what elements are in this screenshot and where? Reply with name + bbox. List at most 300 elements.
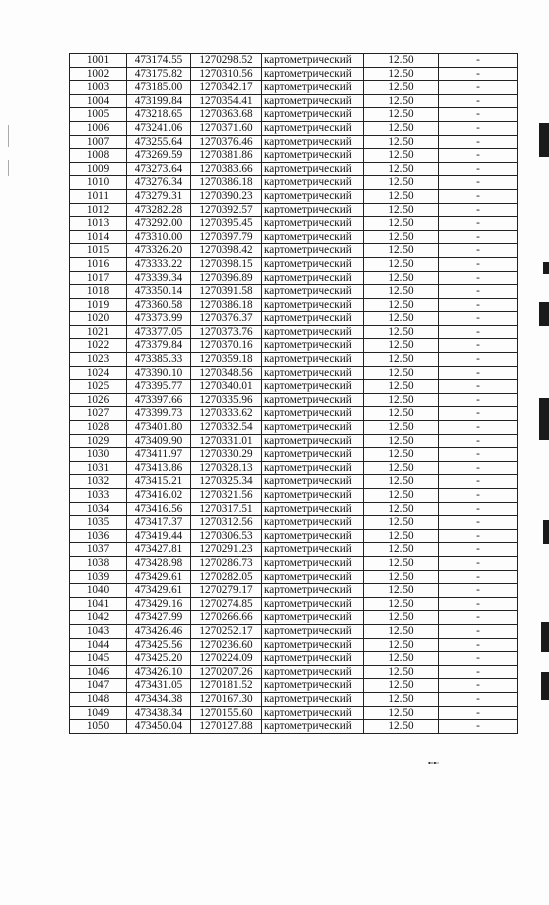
scan-mark [541, 622, 549, 652]
x-coordinate-cell: 473431.05 [127, 679, 191, 693]
point-number-cell: 1046 [70, 665, 127, 679]
x-coordinate-cell: 473416.56 [127, 502, 191, 516]
scan-mark [539, 302, 549, 326]
point-number-cell: 1042 [70, 611, 127, 625]
method-cell: картометрический [262, 271, 364, 285]
x-coordinate-cell: 473411.97 [127, 448, 191, 462]
note-cell: - [439, 339, 518, 353]
y-coordinate-cell: 1270236.60 [191, 638, 262, 652]
x-coordinate-cell: 473409.90 [127, 434, 191, 448]
point-number-cell: 1001 [70, 54, 127, 68]
y-coordinate-cell: 1270359.18 [191, 353, 262, 367]
table-row [70, 81, 518, 95]
scan-speck [8, 125, 9, 147]
point-number-cell: 1032 [70, 475, 127, 489]
table-row [70, 244, 518, 258]
y-coordinate-cell: 1270376.37 [191, 312, 262, 326]
x-coordinate-cell: 473395.77 [127, 380, 191, 394]
note-cell: - [439, 54, 518, 68]
note-cell: - [439, 285, 518, 299]
y-coordinate-cell: 1270306.53 [191, 529, 262, 543]
y-coordinate-cell: 1270325.34 [191, 475, 262, 489]
note-cell: - [439, 121, 518, 135]
point-number-cell: 1027 [70, 407, 127, 421]
note-cell: - [439, 94, 518, 108]
method-cell: картометрический [262, 380, 364, 394]
table-row [70, 679, 518, 693]
accuracy-cell: 12.50 [364, 271, 439, 285]
table-row [70, 176, 518, 190]
y-coordinate-cell: 1270331.01 [191, 434, 262, 448]
y-coordinate-cell: 1270373.76 [191, 325, 262, 339]
accuracy-cell: 12.50 [364, 366, 439, 380]
method-cell: картометрический [262, 421, 364, 435]
y-coordinate-cell: 1270354.41 [191, 94, 262, 108]
point-number-cell: 1011 [70, 189, 127, 203]
method-cell: картометрический [262, 285, 364, 299]
point-number-cell: 1009 [70, 162, 127, 176]
point-number-cell: 1034 [70, 502, 127, 516]
x-coordinate-cell: 473438.34 [127, 706, 191, 720]
accuracy-cell: 12.50 [364, 393, 439, 407]
accuracy-cell: 12.50 [364, 611, 439, 625]
x-coordinate-cell: 473427.99 [127, 611, 191, 625]
accuracy-cell: 12.50 [364, 516, 439, 530]
method-cell: картометрический [262, 692, 364, 706]
x-coordinate-cell: 473373.99 [127, 312, 191, 326]
method-cell: картометрический [262, 189, 364, 203]
accuracy-cell: 12.50 [364, 94, 439, 108]
y-coordinate-cell: 1270348.56 [191, 366, 262, 380]
point-number-cell: 1023 [70, 353, 127, 367]
y-coordinate-cell: 1270298.52 [191, 54, 262, 68]
scan-mark [543, 262, 549, 274]
method-cell: картометрический [262, 325, 364, 339]
x-coordinate-cell: 473401.80 [127, 421, 191, 435]
x-coordinate-cell: 473199.84 [127, 94, 191, 108]
table-row [70, 665, 518, 679]
accuracy-cell: 12.50 [364, 584, 439, 598]
x-coordinate-cell: 473360.58 [127, 298, 191, 312]
point-number-cell: 1047 [70, 679, 127, 693]
y-coordinate-cell: 1270363.68 [191, 108, 262, 122]
method-cell: картометрический [262, 149, 364, 163]
method-cell: картометрический [262, 679, 364, 693]
note-cell: - [439, 203, 518, 217]
table-row [70, 230, 518, 244]
method-cell: картометрический [262, 393, 364, 407]
note-cell: - [439, 257, 518, 271]
point-number-cell: 1026 [70, 393, 127, 407]
point-number-cell: 1006 [70, 121, 127, 135]
table-row [70, 162, 518, 176]
table-row [70, 257, 518, 271]
point-number-cell: 1048 [70, 692, 127, 706]
x-coordinate-cell: 473282.28 [127, 203, 191, 217]
method-cell: картометрический [262, 475, 364, 489]
note-cell: - [439, 448, 518, 462]
y-coordinate-cell: 1270396.89 [191, 271, 262, 285]
table-row [70, 421, 518, 435]
y-coordinate-cell: 1270317.51 [191, 502, 262, 516]
table-row [70, 121, 518, 135]
method-cell: картометрический [262, 461, 364, 475]
x-coordinate-cell: 473310.00 [127, 230, 191, 244]
method-cell: картометрический [262, 257, 364, 271]
point-number-cell: 1028 [70, 421, 127, 435]
y-coordinate-cell: 1270274.85 [191, 597, 262, 611]
accuracy-cell: 12.50 [364, 135, 439, 149]
method-cell: картометрический [262, 217, 364, 231]
x-coordinate-cell: 473185.00 [127, 81, 191, 95]
accuracy-cell: 12.50 [364, 502, 439, 516]
scan-mark [543, 520, 549, 544]
method-cell: картометрический [262, 720, 364, 734]
accuracy-cell: 12.50 [364, 407, 439, 421]
y-coordinate-cell: 1270155.60 [191, 706, 262, 720]
x-coordinate-cell: 473379.84 [127, 339, 191, 353]
point-number-cell: 1040 [70, 584, 127, 598]
table-row [70, 434, 518, 448]
note-cell: - [439, 679, 518, 693]
accuracy-cell: 12.50 [364, 652, 439, 666]
method-cell: картометрический [262, 176, 364, 190]
y-coordinate-cell: 1270252.17 [191, 624, 262, 638]
note-cell: - [439, 434, 518, 448]
accuracy-cell: 12.50 [364, 67, 439, 81]
note-cell: - [439, 135, 518, 149]
note-cell: - [439, 665, 518, 679]
point-number-cell: 1045 [70, 652, 127, 666]
accuracy-cell: 12.50 [364, 448, 439, 462]
x-coordinate-cell: 473427.81 [127, 543, 191, 557]
method-cell: картометрический [262, 434, 364, 448]
point-number-cell: 1004 [70, 94, 127, 108]
x-coordinate-cell: 473416.02 [127, 489, 191, 503]
y-coordinate-cell: 1270286.73 [191, 556, 262, 570]
y-coordinate-cell: 1270398.15 [191, 257, 262, 271]
table-row [70, 502, 518, 516]
accuracy-cell: 12.50 [364, 312, 439, 326]
note-cell: - [439, 475, 518, 489]
x-coordinate-cell: 473426.46 [127, 624, 191, 638]
y-coordinate-cell: 1270335.96 [191, 393, 262, 407]
y-coordinate-cell: 1270127.88 [191, 720, 262, 734]
accuracy-cell: 12.50 [364, 217, 439, 231]
x-coordinate-cell: 473377.05 [127, 325, 191, 339]
note-cell: - [439, 312, 518, 326]
point-number-cell: 1013 [70, 217, 127, 231]
x-coordinate-cell: 473276.34 [127, 176, 191, 190]
accuracy-cell: 12.50 [364, 475, 439, 489]
method-cell: картометрический [262, 502, 364, 516]
note-cell: - [439, 108, 518, 122]
y-coordinate-cell: 1270383.66 [191, 162, 262, 176]
note-cell: - [439, 407, 518, 421]
note-cell: - [439, 556, 518, 570]
table-row [70, 353, 518, 367]
note-cell: - [439, 529, 518, 543]
table-row [70, 217, 518, 231]
note-cell: - [439, 624, 518, 638]
method-cell: картометрический [262, 570, 364, 584]
y-coordinate-cell: 1270332.54 [191, 421, 262, 435]
method-cell: картометрический [262, 67, 364, 81]
table-row [70, 407, 518, 421]
point-number-cell: 1014 [70, 230, 127, 244]
y-coordinate-cell: 1270291.23 [191, 543, 262, 557]
method-cell: картометрический [262, 230, 364, 244]
accuracy-cell: 12.50 [364, 339, 439, 353]
note-cell: - [439, 325, 518, 339]
table-row [70, 448, 518, 462]
point-number-cell: 1012 [70, 203, 127, 217]
note-cell: - [439, 271, 518, 285]
y-coordinate-cell: 1270342.17 [191, 81, 262, 95]
table-row [70, 366, 518, 380]
accuracy-cell: 12.50 [364, 176, 439, 190]
accuracy-cell: 12.50 [364, 597, 439, 611]
y-coordinate-cell: 1270397.79 [191, 230, 262, 244]
y-coordinate-cell: 1270321.56 [191, 489, 262, 503]
accuracy-cell: 12.50 [364, 149, 439, 163]
note-cell: - [439, 611, 518, 625]
table-row [70, 706, 518, 720]
accuracy-cell: 12.50 [364, 298, 439, 312]
point-number-cell: 1016 [70, 257, 127, 271]
x-coordinate-cell: 473429.61 [127, 570, 191, 584]
point-number-cell: 1050 [70, 720, 127, 734]
table-row [70, 203, 518, 217]
y-coordinate-cell: 1270310.56 [191, 67, 262, 81]
point-number-cell: 1031 [70, 461, 127, 475]
x-coordinate-cell: 473399.73 [127, 407, 191, 421]
method-cell: картометрический [262, 203, 364, 217]
note-cell: - [439, 692, 518, 706]
point-number-cell: 1033 [70, 489, 127, 503]
method-cell: картометрический [262, 652, 364, 666]
coordinates-table-body [70, 54, 518, 734]
y-coordinate-cell: 1270340.01 [191, 380, 262, 394]
table-row [70, 516, 518, 530]
y-coordinate-cell: 1270279.17 [191, 584, 262, 598]
accuracy-cell: 12.50 [364, 489, 439, 503]
x-coordinate-cell: 473333.22 [127, 257, 191, 271]
x-coordinate-cell: 473269.59 [127, 149, 191, 163]
table-row [70, 611, 518, 625]
scan-stamp: ▪▫▪▫ [428, 760, 439, 765]
y-coordinate-cell: 1270224.09 [191, 652, 262, 666]
x-coordinate-cell: 473415.21 [127, 475, 191, 489]
accuracy-cell: 12.50 [364, 257, 439, 271]
accuracy-cell: 12.50 [364, 81, 439, 95]
y-coordinate-cell: 1270266.66 [191, 611, 262, 625]
method-cell: картометрический [262, 121, 364, 135]
table-row [70, 529, 518, 543]
point-number-cell: 1003 [70, 81, 127, 95]
accuracy-cell: 12.50 [364, 325, 439, 339]
table-row [70, 584, 518, 598]
y-coordinate-cell: 1270207.26 [191, 665, 262, 679]
scan-mark [539, 123, 549, 157]
x-coordinate-cell: 473419.44 [127, 529, 191, 543]
x-coordinate-cell: 473279.31 [127, 189, 191, 203]
point-number-cell: 1025 [70, 380, 127, 394]
x-coordinate-cell: 473425.56 [127, 638, 191, 652]
method-cell: картометрический [262, 597, 364, 611]
x-coordinate-cell: 473434.38 [127, 692, 191, 706]
y-coordinate-cell: 1270312.56 [191, 516, 262, 530]
note-cell: - [439, 638, 518, 652]
x-coordinate-cell: 473175.82 [127, 67, 191, 81]
accuracy-cell: 12.50 [364, 162, 439, 176]
method-cell: картометрический [262, 543, 364, 557]
table-row [70, 475, 518, 489]
note-cell: - [439, 652, 518, 666]
table-row [70, 67, 518, 81]
accuracy-cell: 12.50 [364, 353, 439, 367]
table-row [70, 461, 518, 475]
method-cell: картометрический [262, 407, 364, 421]
note-cell: - [439, 149, 518, 163]
table-row [70, 380, 518, 394]
y-coordinate-cell: 1270282.05 [191, 570, 262, 584]
x-coordinate-cell: 473255.64 [127, 135, 191, 149]
accuracy-cell: 12.50 [364, 189, 439, 203]
method-cell: картометрический [262, 54, 364, 68]
accuracy-cell: 12.50 [364, 421, 439, 435]
table-row [70, 393, 518, 407]
method-cell: картометрический [262, 489, 364, 503]
x-coordinate-cell: 473350.14 [127, 285, 191, 299]
y-coordinate-cell: 1270328.13 [191, 461, 262, 475]
x-coordinate-cell: 473428.98 [127, 556, 191, 570]
accuracy-cell: 12.50 [364, 720, 439, 734]
note-cell: - [439, 217, 518, 231]
x-coordinate-cell: 473174.55 [127, 54, 191, 68]
x-coordinate-cell: 473397.66 [127, 393, 191, 407]
x-coordinate-cell: 473429.16 [127, 597, 191, 611]
scan-mark [541, 672, 549, 700]
table-row [70, 339, 518, 353]
y-coordinate-cell: 1270376.46 [191, 135, 262, 149]
x-coordinate-cell: 473429.61 [127, 584, 191, 598]
accuracy-cell: 12.50 [364, 285, 439, 299]
scan-speck [8, 160, 9, 176]
table-row [70, 720, 518, 734]
point-number-cell: 1029 [70, 434, 127, 448]
table-row [70, 54, 518, 68]
method-cell: картометрический [262, 366, 364, 380]
note-cell: - [439, 189, 518, 203]
note-cell: - [439, 67, 518, 81]
point-number-cell: 1043 [70, 624, 127, 638]
note-cell: - [439, 176, 518, 190]
method-cell: картометрический [262, 529, 364, 543]
accuracy-cell: 12.50 [364, 529, 439, 543]
point-number-cell: 1036 [70, 529, 127, 543]
y-coordinate-cell: 1270181.52 [191, 679, 262, 693]
y-coordinate-cell: 1270371.60 [191, 121, 262, 135]
point-number-cell: 1019 [70, 298, 127, 312]
method-cell: картометрический [262, 584, 364, 598]
accuracy-cell: 12.50 [364, 624, 439, 638]
note-cell: - [439, 421, 518, 435]
note-cell: - [439, 380, 518, 394]
method-cell: картометрический [262, 135, 364, 149]
accuracy-cell: 12.50 [364, 556, 439, 570]
point-number-cell: 1018 [70, 285, 127, 299]
point-number-cell: 1005 [70, 108, 127, 122]
note-cell: - [439, 502, 518, 516]
point-number-cell: 1041 [70, 597, 127, 611]
accuracy-cell: 12.50 [364, 380, 439, 394]
x-coordinate-cell: 473339.34 [127, 271, 191, 285]
x-coordinate-cell: 473292.00 [127, 217, 191, 231]
accuracy-cell: 12.50 [364, 54, 439, 68]
note-cell: - [439, 230, 518, 244]
accuracy-cell: 12.50 [364, 461, 439, 475]
x-coordinate-cell: 473273.64 [127, 162, 191, 176]
table-row [70, 312, 518, 326]
x-coordinate-cell: 473417.37 [127, 516, 191, 530]
y-coordinate-cell: 1270398.42 [191, 244, 262, 258]
table-row [70, 489, 518, 503]
y-coordinate-cell: 1270370.16 [191, 339, 262, 353]
point-number-cell: 1015 [70, 244, 127, 258]
note-cell: - [439, 162, 518, 176]
point-number-cell: 1007 [70, 135, 127, 149]
x-coordinate-cell: 473241.06 [127, 121, 191, 135]
table-row [70, 271, 518, 285]
table-row [70, 638, 518, 652]
method-cell: картометрический [262, 298, 364, 312]
table-row [70, 149, 518, 163]
accuracy-cell: 12.50 [364, 679, 439, 693]
note-cell: - [439, 81, 518, 95]
accuracy-cell: 12.50 [364, 692, 439, 706]
y-coordinate-cell: 1270392.57 [191, 203, 262, 217]
table-row [70, 135, 518, 149]
method-cell: картометрический [262, 611, 364, 625]
accuracy-cell: 12.50 [364, 706, 439, 720]
y-coordinate-cell: 1270381.86 [191, 149, 262, 163]
method-cell: картометрический [262, 556, 364, 570]
table-row [70, 570, 518, 584]
y-coordinate-cell: 1270333.62 [191, 407, 262, 421]
note-cell: - [439, 298, 518, 312]
point-number-cell: 1030 [70, 448, 127, 462]
point-number-cell: 1037 [70, 543, 127, 557]
table-row [70, 652, 518, 666]
point-number-cell: 1044 [70, 638, 127, 652]
note-cell: - [439, 366, 518, 380]
scan-mark [539, 398, 549, 440]
x-coordinate-cell: 473326.20 [127, 244, 191, 258]
method-cell: картометрический [262, 448, 364, 462]
method-cell: картометрический [262, 312, 364, 326]
table-row [70, 692, 518, 706]
point-number-cell: 1035 [70, 516, 127, 530]
method-cell: картометрический [262, 706, 364, 720]
accuracy-cell: 12.50 [364, 570, 439, 584]
accuracy-cell: 12.50 [364, 434, 439, 448]
y-coordinate-cell: 1270390.23 [191, 189, 262, 203]
y-coordinate-cell: 1270330.29 [191, 448, 262, 462]
method-cell: картометрический [262, 339, 364, 353]
method-cell: картометрический [262, 81, 364, 95]
point-number-cell: 1038 [70, 556, 127, 570]
